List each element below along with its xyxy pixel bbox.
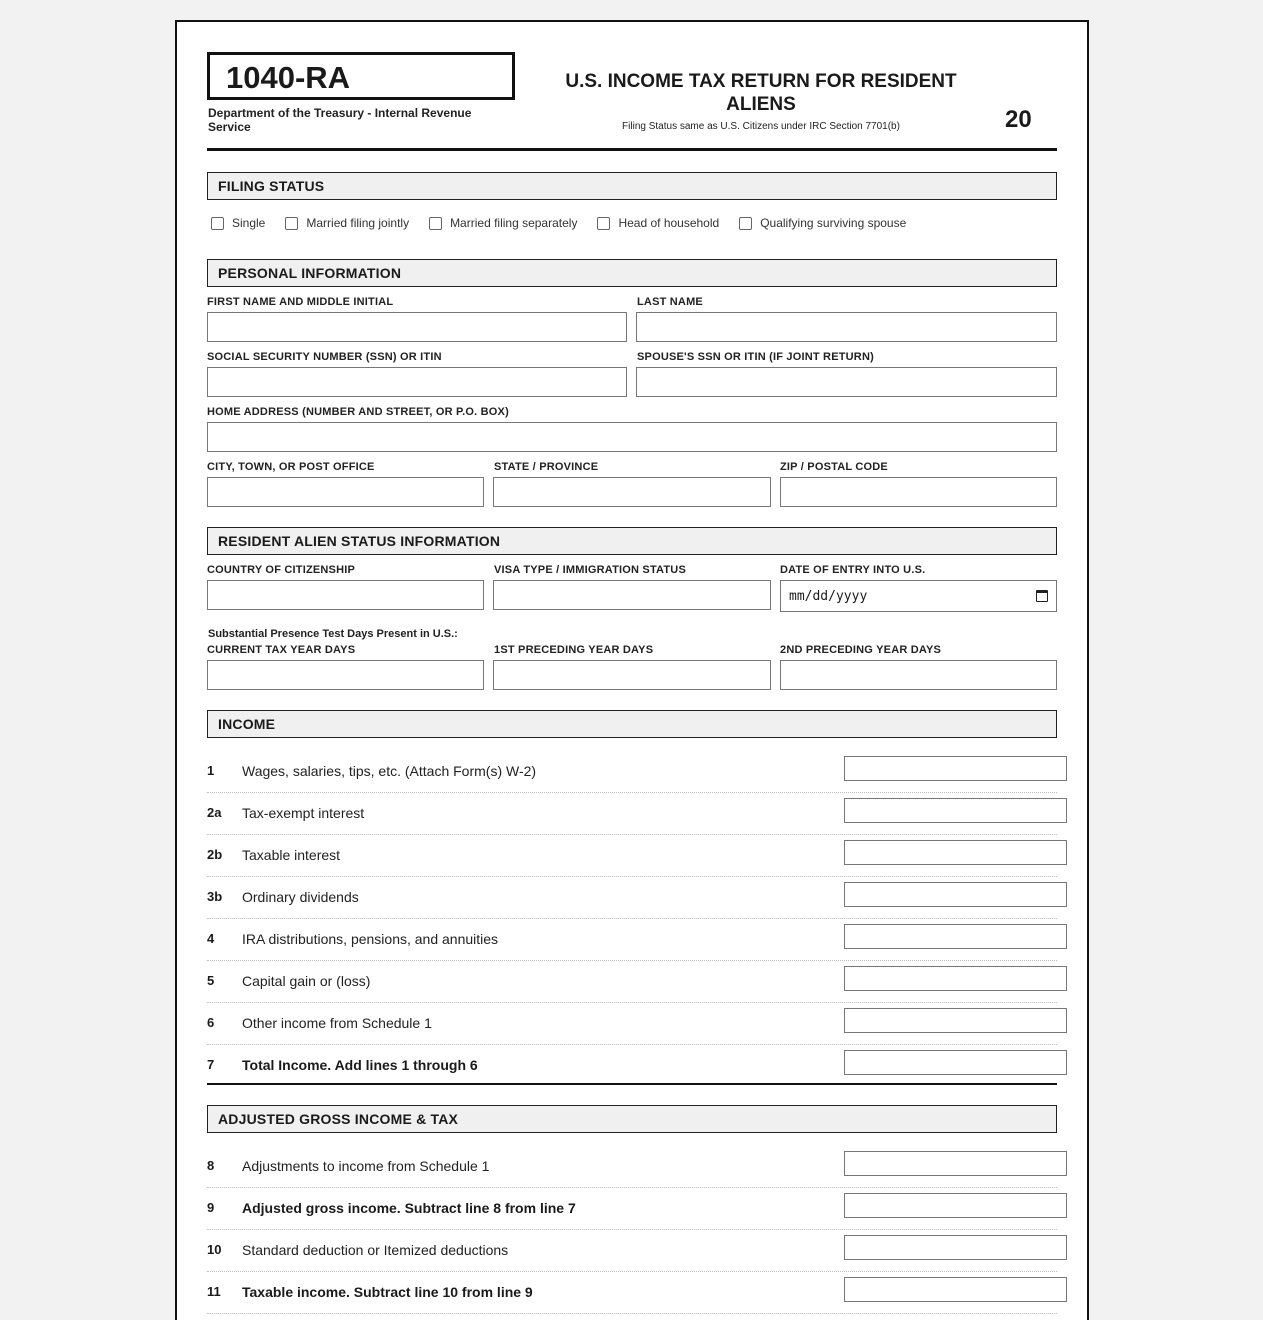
line-number: 2b xyxy=(207,847,223,862)
zip-field[interactable] xyxy=(780,477,1057,507)
income-line xyxy=(207,751,1057,793)
line-description: Ordinary dividends xyxy=(242,889,359,905)
ssn-field[interactable] xyxy=(207,367,627,397)
income-line xyxy=(207,877,1057,919)
income-line xyxy=(207,835,1057,877)
section-filing-status: FILING STATUS xyxy=(207,172,1057,200)
form-title: U.S. INCOME TAX RETURN FOR RESIDENT ALIENS xyxy=(565,71,957,115)
line-number: 11 xyxy=(207,1284,221,1299)
filing-status-married-separately[interactable] xyxy=(429,216,577,230)
section-agi-tax: ADJUSTED GROSS INCOME & TAX xyxy=(207,1105,1057,1133)
current-year-days-label: CURRENT TAX YEAR DAYS xyxy=(207,644,356,656)
line-number: 2a xyxy=(207,805,222,820)
second-preceding-days-label: 2ND PRECEDING YEAR DAYS xyxy=(780,644,942,656)
option-label: Single xyxy=(232,216,266,230)
spouse-ssn-field[interactable] xyxy=(636,367,1057,397)
line-number: 6 xyxy=(207,1015,215,1030)
line-description: Tax-exempt interest xyxy=(242,805,365,821)
filing-status-options xyxy=(211,216,926,230)
line-description: Taxable income. Subtract line 10 from line 9 xyxy=(242,1284,533,1300)
line-description: Other income from Schedule 1 xyxy=(242,1015,432,1031)
city-label: CITY, TOWN, OR POST OFFICE xyxy=(207,461,375,473)
last-name-label: LAST NAME xyxy=(637,296,703,308)
amount-field[interactable] xyxy=(844,1151,1067,1176)
checkbox[interactable] xyxy=(429,217,442,230)
country-label: COUNTRY OF CITIZENSHIP xyxy=(207,564,356,576)
entry-date-field[interactable] xyxy=(780,580,1057,612)
country-field[interactable] xyxy=(207,580,484,610)
line-description: Adjustments to income from Schedule 1 xyxy=(242,1158,490,1174)
tax-year: 20 xyxy=(1005,106,1032,133)
section-personal-information: PERSONAL INFORMATION xyxy=(207,259,1057,287)
visa-label: VISA TYPE / IMMIGRATION STATUS xyxy=(494,564,686,576)
income-line xyxy=(207,793,1057,835)
filing-status-single[interactable] xyxy=(211,216,265,230)
amount-field[interactable] xyxy=(844,1277,1067,1302)
checkbox[interactable] xyxy=(597,217,610,230)
line-description: IRA distributions, pensions, and annuities xyxy=(242,931,499,947)
agi-line xyxy=(207,1188,1057,1230)
section-resident-alien-status: RESIDENT ALIEN STATUS INFORMATION xyxy=(207,527,1057,555)
line-number: 5 xyxy=(207,973,215,988)
home-address-field[interactable] xyxy=(207,422,1057,452)
amount-field[interactable] xyxy=(844,966,1067,991)
last-name-field[interactable] xyxy=(636,312,1057,342)
line-description: Wages, salaries, tips, etc. (Attach Form(s) W-2) xyxy=(242,763,537,779)
option-label: Head of household xyxy=(618,216,720,230)
line-number: 7 xyxy=(207,1057,215,1072)
checkbox[interactable] xyxy=(211,217,224,230)
line-number: 10 xyxy=(207,1242,222,1257)
amount-field[interactable] xyxy=(844,756,1067,781)
department-name: Department of the Treasury - Internal Revenue Service xyxy=(208,106,472,134)
visa-field[interactable] xyxy=(493,580,771,610)
line-description: Total Income. Add lines 1 through 6 xyxy=(242,1057,478,1073)
line-number: 3b xyxy=(207,889,223,904)
first-preceding-days-label: 1ST PRECEDING YEAR DAYS xyxy=(494,644,654,656)
header-divider xyxy=(207,148,1057,151)
amount-field[interactable] xyxy=(844,1050,1067,1075)
spt-note: Substantial Presence Test Days Present in U.S.: xyxy=(208,628,458,640)
filing-status-married-jointly[interactable] xyxy=(285,216,409,230)
zip-label: ZIP / POSTAL CODE xyxy=(780,461,888,473)
amount-field[interactable] xyxy=(844,840,1067,865)
line-number: 9 xyxy=(207,1200,215,1215)
form-page xyxy=(175,20,1089,1320)
option-label: Qualifying surviving spouse xyxy=(760,216,907,230)
state-field[interactable] xyxy=(493,477,771,507)
filing-status-qualifying-spouse[interactable] xyxy=(739,216,906,230)
first-name-field[interactable] xyxy=(207,312,627,342)
income-line xyxy=(207,919,1057,961)
date-placeholder: mm/dd/yyyy xyxy=(789,588,868,604)
line-description: Taxable interest xyxy=(242,847,341,863)
income-line xyxy=(207,1003,1057,1045)
state-label: STATE / PROVINCE xyxy=(494,461,599,473)
current-year-days-field[interactable] xyxy=(207,660,484,690)
first-name-label: FIRST NAME AND MIDDLE INITIAL xyxy=(207,296,394,308)
entry-date-label: DATE OF ENTRY INTO U.S. xyxy=(780,564,926,576)
city-field[interactable] xyxy=(207,477,484,507)
amount-field[interactable] xyxy=(844,882,1067,907)
total-income-line xyxy=(207,1045,1057,1087)
amount-field[interactable] xyxy=(844,924,1067,949)
form-subtitle: Filing Status same as U.S. Citizens under IRC Section 7701(b) xyxy=(622,121,900,132)
filing-status-head-of-household[interactable] xyxy=(597,216,719,230)
income-line xyxy=(207,961,1057,1003)
spouse-ssn-label: SPOUSE'S SSN OR ITIN (IF JOINT RETURN) xyxy=(637,351,874,363)
line-description: Capital gain or (loss) xyxy=(242,973,371,989)
section-income: INCOME xyxy=(207,710,1057,738)
form-id: 1040-RA xyxy=(207,52,515,100)
checkbox[interactable] xyxy=(285,217,298,230)
option-label: Married filing jointly xyxy=(306,216,410,230)
amount-field[interactable] xyxy=(844,1193,1067,1218)
amount-field[interactable] xyxy=(844,1008,1067,1033)
second-preceding-days-field[interactable] xyxy=(780,660,1057,690)
income-divider xyxy=(207,1083,1057,1085)
checkbox[interactable] xyxy=(739,217,752,230)
option-label: Married filing separately xyxy=(450,216,578,230)
line-number: 1 xyxy=(207,763,215,778)
line-description: Adjusted gross income. Subtract line 8 from line 7 xyxy=(242,1200,576,1216)
agi-line xyxy=(207,1146,1057,1188)
ssn-label: SOCIAL SECURITY NUMBER (SSN) OR ITIN xyxy=(207,351,442,363)
line-number: 4 xyxy=(207,931,215,946)
agi-line xyxy=(207,1230,1057,1272)
calendar-icon[interactable] xyxy=(1036,590,1048,602)
line-description: Standard deduction or Itemized deductions xyxy=(242,1242,509,1258)
agi-line xyxy=(207,1272,1057,1314)
line-number: 8 xyxy=(207,1158,215,1173)
home-address-label: HOME ADDRESS (NUMBER AND STREET, OR P.O. BOX) xyxy=(207,406,509,418)
amount-field[interactable] xyxy=(844,1235,1067,1260)
first-preceding-days-field[interactable] xyxy=(493,660,771,690)
amount-field[interactable] xyxy=(844,798,1067,823)
